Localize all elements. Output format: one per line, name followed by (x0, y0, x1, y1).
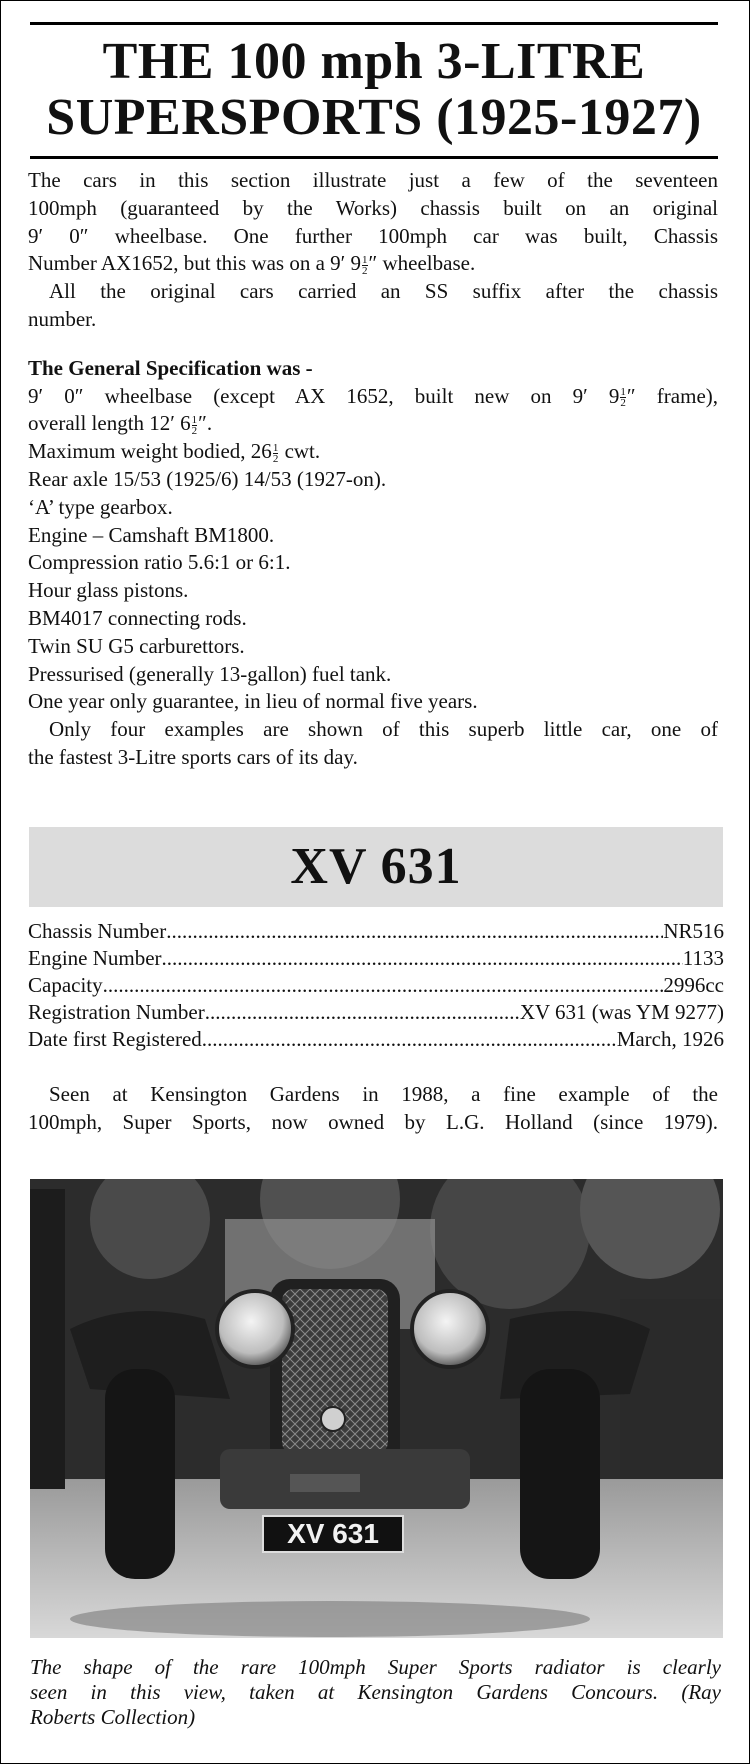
spec-line: Compression ratio 5.6:1 or 6:1. (28, 550, 291, 575)
closing-line: Only four examples are shown of this superb little car, one of (49, 717, 718, 742)
closing-line: the fastest 3-Litre sports cars of its day. (28, 744, 358, 769)
spec-line: Maximum weight bodied, 26 $\frac{1}{2}$ cwt. (28, 439, 321, 465)
intro-line: 100mph (guaranteed by the Works) chassis built on an original (28, 195, 718, 220)
spec-line: BM4017 connecting rods. (28, 605, 247, 630)
detail-row: Capacity ..... 2996cc (28, 972, 724, 999)
spec-line: Rear axle 15/53 (1925/6) 14/53 (1927-on). (28, 466, 387, 491)
registration-title: XV 631 (290, 838, 462, 895)
intro-line: Number AX1652, but this was on a 9′ 9 $\frac{1}{2}$ ″ wheelbase. (28, 251, 476, 278)
detail-row: Engine Number ..... 1133 (28, 945, 724, 972)
intro-line: 9′ 0″ wheelbase. One further 100mph car was built, Chassis (28, 223, 718, 248)
car-photo (30, 1179, 723, 1638)
intro-line: number. (28, 306, 97, 331)
spec-line: ‘A’ type gearbox. (28, 494, 173, 519)
photo-caption (30, 1655, 721, 1730)
detail-row: Date first Registered ..... March, 1926 (28, 1026, 724, 1053)
intro-line: All the original cars carried an SS suffix after the chassis (49, 279, 718, 304)
spec-line: One year only guarantee, in lieu of normal five years. (28, 689, 478, 714)
registration-banner (29, 827, 723, 907)
description-line: Seen at Kensington Gardens in 1988, a fine example of the (49, 1082, 718, 1106)
spec-line: overall length 12′ 6 $\frac{1}{2}$ ″. (28, 411, 213, 438)
intro-section (28, 167, 718, 772)
caption-line: Roberts Collection) (30, 1705, 196, 1729)
caption-line: seen in this view, taken at Kensington Gardens Concours. (Ray (30, 1680, 721, 1704)
spec-line: Twin SU G5 carburettors. (28, 633, 245, 658)
spec-heading: The General Specification was - (28, 355, 313, 380)
title-line-2: SUPERSPORTS (1925-1927) (46, 89, 702, 146)
detail-row: Chassis Number ..... NR516 (28, 918, 724, 945)
page-title (30, 22, 718, 159)
number-plate: XV 631 (287, 1518, 379, 1549)
title-line-1: THE 100 mph 3-LITRE (102, 33, 646, 90)
car-details-table (28, 918, 724, 1053)
car-description (28, 1081, 718, 1137)
caption-line: The shape of the rare 100mph Super Sports radiator is clearly (30, 1655, 721, 1679)
intro-line: The cars in this section illustrate just a few of the seventeen (28, 168, 718, 192)
spec-line: Pressurised (generally 13-gallon) fuel tank. (28, 661, 392, 686)
spec-line: Hour glass pistons. (28, 578, 189, 603)
spec-line: Engine – Camshaft BM1800. (28, 522, 275, 547)
fraction-half: $\frac{1}{2}$ (362, 254, 368, 278)
spec-line: 9′ 0″ wheelbase (except AX 1652, built new on 9′ 9 $\frac{1}{2}$ ″ frame), (28, 383, 719, 410)
description-line: 100mph, Super Sports, now owned by L.G. Holland (since 1979). (28, 1109, 718, 1134)
detail-row: Registration Number ..... XV 631 (was YM 9277) (28, 999, 724, 1026)
